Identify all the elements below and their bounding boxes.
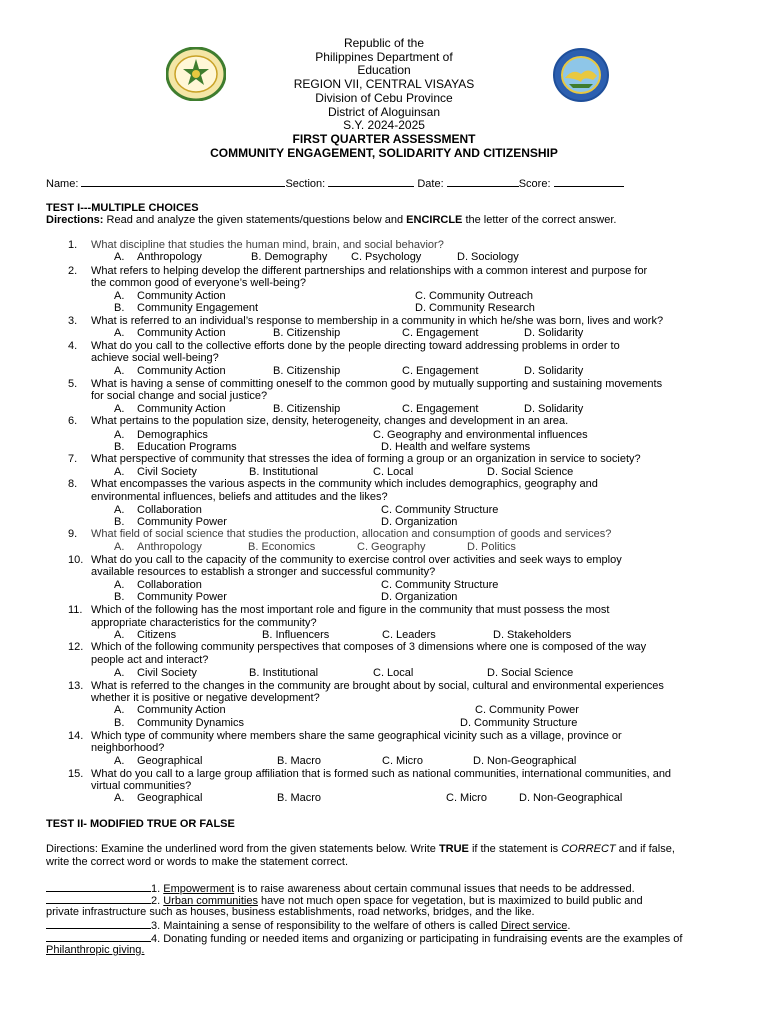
option-letter[interactable]: A. (114, 541, 125, 553)
option-letter[interactable]: B. (114, 302, 125, 314)
question-text: Which of the following community perspectives that composes of 3 dimensions where one is composed of the way (91, 641, 647, 653)
answer-blank[interactable] (46, 893, 151, 904)
item-number: 2. (151, 895, 164, 907)
option-text[interactable]: Anthropology (137, 541, 202, 553)
option-text[interactable]: Community Action (137, 365, 226, 377)
option-text[interactable]: D. Community Research (415, 302, 535, 314)
option-text[interactable]: Demographics (137, 429, 208, 441)
option-text[interactable]: Community Action (137, 327, 226, 339)
name-label: Name: (46, 178, 79, 190)
directions-text: Read and analyze the given statements/questions below and (103, 214, 407, 226)
option-letter[interactable]: A. (114, 629, 125, 641)
option-text[interactable]: C. Micro (446, 792, 487, 804)
option-text[interactable]: Geographical (137, 755, 203, 767)
question-number: 5. (68, 378, 78, 390)
option-letter[interactable]: B. (114, 591, 125, 603)
name-field[interactable] (81, 176, 285, 187)
question-text: What field of social science that studies the production, allocation and consumption of goods and services? (91, 528, 612, 540)
date-label: Date: (417, 178, 444, 190)
header-line-2: Philippines Department of (315, 50, 453, 64)
question-text: for social change and social justice? (91, 390, 268, 402)
question-text: What pertains to the population size, density, heterogeneity, changes and development in an area. (91, 415, 569, 427)
item-number: 3. (151, 920, 164, 932)
test2-directions-line2: write the correct word or words to make the statement correct. (46, 856, 349, 868)
question-text: What encompasses the various aspects in the community which includes demographics, geography and (91, 478, 598, 490)
option-text[interactable]: C. Engagement (402, 327, 479, 339)
option-text[interactable]: Civil Society (137, 466, 197, 478)
item-text: Maintaining a sense of responsibility to the welfare of others is called (163, 920, 501, 932)
option-letter[interactable]: A. (114, 365, 125, 377)
option-text[interactable]: Community Power (137, 516, 227, 528)
option-text[interactable]: C. Micro (382, 755, 423, 767)
question-number: 10. (68, 554, 84, 566)
option-text[interactable]: B. Institutional (249, 667, 319, 679)
option-letter[interactable]: A. (114, 579, 125, 591)
question-number: 7. (68, 453, 78, 465)
score-label: Score: (518, 178, 551, 190)
underlined-term: Urban communities (163, 895, 258, 907)
subject-title: COMMUNITY ENGAGEMENT, SOLIDARITY AND CITIZENSHIP (210, 146, 558, 160)
question-text: What do you call to the capacity of the community to exercise control over activities and seek ways to employ (91, 554, 622, 566)
answer-blank[interactable] (46, 881, 151, 892)
student-info-row (46, 176, 624, 191)
item-text: have not much open space for vegetation, but is maximized to build public and (258, 895, 643, 907)
header-line-4: REGION VII, CENTRAL VISAYAS (293, 77, 475, 91)
option-text[interactable]: D. Community Structure (460, 717, 578, 729)
question-number: 4. (68, 340, 78, 352)
question-number: 15. (68, 768, 84, 780)
question-text: Which of the following has the most important role and figure in the community that must possess the most (91, 604, 610, 616)
option-text[interactable]: D. Stakeholders (493, 629, 572, 641)
header-line-5: Division of Cebu Province (315, 91, 453, 105)
question-text: Which type of community where members share the same geographical vicinity such as a village, province or (91, 730, 622, 742)
keyword-correct: CORRECT (561, 843, 616, 855)
directions-text: and if false, (615, 843, 675, 855)
question-number: 9. (68, 528, 78, 540)
question-number: 6. (68, 415, 78, 427)
option-text[interactable]: C. Community Power (475, 704, 579, 716)
option-text[interactable]: Community Dynamics (137, 717, 244, 729)
option-letter[interactable]: A. (114, 504, 125, 516)
option-text[interactable]: C. Psychology (351, 251, 422, 263)
item-number: 4. (151, 933, 164, 945)
underlined-term: Philanthropic giving. (46, 944, 145, 956)
test1-title: TEST I---MULTIPLE CHOICES (46, 202, 199, 214)
directions-keyword: ENCIRCLE (406, 214, 463, 226)
option-text[interactable]: Civil Society (137, 667, 197, 679)
question-text: neighborhood? (91, 742, 165, 754)
question-number: 8. (68, 478, 78, 490)
option-text[interactable]: D. Organization (381, 516, 458, 528)
directions-text-end: the letter of the correct answer. (462, 214, 617, 226)
option-text[interactable]: B. Macro (277, 792, 322, 804)
option-text[interactable]: C. Community Outreach (415, 290, 533, 302)
question-text: the common good of everyone’s well-being? (91, 277, 307, 289)
option-text[interactable]: B. Demography (251, 251, 328, 263)
option-text[interactable]: Community Power (137, 591, 227, 603)
option-text[interactable]: Citizens (137, 629, 177, 641)
option-text[interactable]: C. Local (373, 466, 414, 478)
keyword-true: TRUE (438, 843, 469, 855)
option-letter[interactable]: B. (114, 516, 125, 528)
option-text[interactable]: C. Leaders (382, 629, 436, 641)
underlined-term: Empowerment (163, 883, 235, 895)
option-text[interactable]: Community Action (137, 290, 226, 302)
option-text[interactable]: C. Community Structure (381, 579, 499, 591)
question-text: virtual communities? (91, 780, 192, 792)
option-text[interactable]: B. Citizenship (273, 365, 341, 377)
question-text: available resources to establish a stronger and successful community? (91, 566, 436, 578)
option-text[interactable]: D. Solidarity (524, 365, 584, 377)
option-text[interactable]: B. Citizenship (273, 403, 341, 415)
option-text[interactable]: B. Economics (248, 541, 316, 553)
question-text: people act and interact? (91, 654, 209, 666)
option-text[interactable]: C. Engagement (402, 365, 479, 377)
option-text[interactable]: Collaboration (137, 579, 202, 591)
header-line-1: Republic of the (343, 36, 425, 50)
answer-blank[interactable] (46, 931, 151, 942)
header-line-3: Education (357, 63, 411, 77)
option-letter[interactable]: A. (114, 290, 125, 302)
question-text: achieve social well-being? (91, 352, 219, 364)
question-text: What do you call to the collective efforts done by the people directing toward addressing problems in order to (91, 340, 620, 352)
item-text: Donating funding or needed items and organizing or participating in fundraising events are the examples of (163, 933, 683, 945)
option-letter[interactable]: A. (114, 667, 125, 679)
item-text: . (567, 920, 571, 932)
question-number: 12. (68, 641, 84, 653)
option-text[interactable]: C. Engagement (402, 403, 479, 415)
test2-title: TEST II- MODIFIED TRUE OR FALSE (46, 818, 235, 830)
option-text[interactable]: Geographical (137, 792, 203, 804)
item-number: 1. (151, 883, 164, 895)
question-number: 13. (68, 680, 84, 692)
option-text[interactable]: C. Local (373, 667, 414, 679)
item-text: is to raise awareness about certain communal issues that needs to be addressed. (234, 883, 635, 895)
option-letter[interactable]: A. (114, 327, 125, 339)
question-text: environmental influences, beliefs and attitudes and the likes? (91, 491, 388, 503)
question-text: What do you call to a large group affiliation that is formed such as national communities, international communities, and (91, 768, 672, 780)
option-letter[interactable]: A. (114, 251, 125, 263)
date-field[interactable] (447, 176, 519, 187)
option-text[interactable]: B. Citizenship (273, 327, 341, 339)
directions-text: if the statement is (468, 843, 562, 855)
option-letter[interactable]: A. (114, 429, 125, 441)
option-letter[interactable]: A. (114, 704, 125, 716)
option-text[interactable]: D. Solidarity (524, 403, 584, 415)
option-letter[interactable]: A. (114, 755, 125, 767)
underlined-term: Direct service (500, 920, 568, 932)
option-text[interactable]: D. Solidarity (524, 327, 584, 339)
question-text: What discipline that studies the human mind, brain, and social behavior? (91, 239, 444, 251)
directions-text: Directions: Examine the underlined word from the given statements below. Write (46, 843, 439, 855)
question-text: What is having a sense of committing oneself to the common good by mutually supporting and sustaining movements (91, 378, 663, 390)
option-text[interactable]: Education Programs (137, 441, 237, 453)
question-text: What refers to helping develop the different partnerships and relationships with a common interest and purpose for (91, 265, 648, 277)
option-letter[interactable]: A. (114, 466, 125, 478)
test2-directions (46, 843, 675, 856)
option-text[interactable]: D. Social Science (487, 667, 574, 679)
exam-title: FIRST QUARTER ASSESSMENT (292, 132, 476, 146)
directions-label: Directions: (46, 214, 104, 226)
answer-blank[interactable] (46, 918, 151, 929)
question-number: 2. (68, 265, 78, 277)
header-line-7: S.Y. 2024-2025 (343, 118, 425, 132)
question-text: What is referred to an individual’s response to membership in a community in which he/she was born, lives and work? (91, 315, 664, 327)
section-field[interactable] (328, 176, 414, 187)
question-number: 1. (68, 239, 78, 251)
question-text: whether it is positive or negative development? (91, 692, 320, 704)
option-text[interactable]: Community Action (137, 403, 226, 415)
option-text[interactable]: Community Engagement (137, 302, 259, 314)
tf-item-2-line2: private infrastructure such as houses, business establishments, road networks, bridges, and the like. (46, 906, 535, 918)
question-text: appropriate characteristics for the community? (91, 617, 317, 629)
option-text[interactable]: B. Influencers (262, 629, 330, 641)
option-text[interactable]: D. Non-Geographical (519, 792, 623, 804)
option-text[interactable]: C. Geography and environmental influences (373, 429, 588, 441)
option-text[interactable]: Collaboration (137, 504, 202, 516)
option-text[interactable]: B. Macro (277, 755, 322, 767)
option-letter[interactable]: B. (114, 717, 125, 729)
section-label: Section: (285, 178, 326, 190)
question-number: 3. (68, 315, 78, 327)
question-number: 11. (68, 604, 83, 616)
question-number: 14. (68, 730, 84, 742)
option-letter[interactable]: A. (114, 403, 125, 415)
option-text[interactable]: D. Non-Geographical (473, 755, 577, 767)
option-text[interactable]: D. Sociology (457, 251, 519, 263)
option-text[interactable]: D. Politics (467, 541, 516, 553)
test1-directions (46, 214, 616, 227)
option-letter[interactable]: B. (114, 441, 125, 453)
option-text[interactable]: C. Geography (357, 541, 426, 553)
option-text[interactable]: Anthropology (137, 251, 202, 263)
question-text: What perspective of community that stresses the idea of forming a group or an organization in service to society? (91, 453, 641, 465)
score-field[interactable] (554, 176, 624, 187)
option-text[interactable]: D. Health and welfare systems (381, 441, 531, 453)
option-text[interactable]: D. Social Science (487, 466, 574, 478)
option-text[interactable]: D. Organization (381, 591, 458, 603)
header-line-6: District of Aloguinsan (327, 105, 441, 119)
question-text: What is referred to the changes in the community are brought about by social, cultural and environmental experiences (91, 680, 664, 692)
option-text[interactable]: Community Action (137, 704, 226, 716)
option-letter[interactable]: A. (114, 792, 125, 804)
option-text[interactable]: C. Community Structure (381, 504, 499, 516)
option-text[interactable]: B. Institutional (249, 466, 319, 478)
